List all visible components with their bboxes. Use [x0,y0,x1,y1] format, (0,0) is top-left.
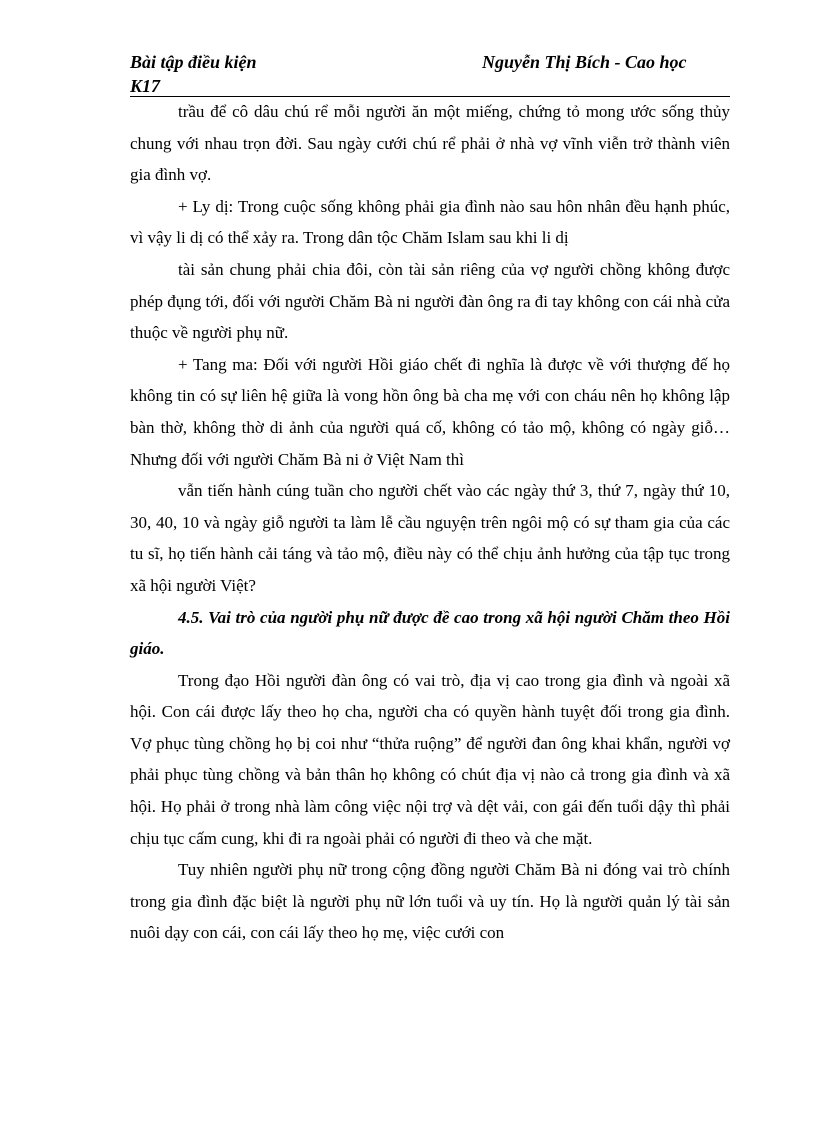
document-body [130,96,730,949]
header-left-line2: K17 [130,76,161,96]
paragraph-funeral: + Tang ma: Đối với người Hồi giáo chết đi nghĩa là được về với thượng đế họ không tin có sự liên hệ giữa là vong hồn ông bà cha mẹ với con cháu nên họ không lập bàn thờ, không thờ di ảnh của người quá cố, không có tảo mộ, không có ngày giỗ…Nhưng đối với người Chăm Bà ni ở Việt Nam thì [130,354,730,469]
paragraph-divorce-continuation: tài sản chung phải chia đôi, còn tài sản riêng của vợ người chồng không được phép đụng tới, đối với người Chăm Bà ni người đàn ông ra đi tay không con cái nhà cửa thuộc về người phụ nữ. [130,259,730,343]
paragraph-wedding-continuation: trầu để cô dâu chú rể mỗi người ăn một miếng, chứng tỏ mong ước sống thủy chung với nhau trọn đời. Sau ngày cưới chú rể phải ở nhà vợ vĩnh viễn trở thành viên gia đình vợ. [130,102,730,185]
paragraph-divorce: + Ly dị: Trong cuộc sống không phải gia đình nào sau hôn nhân đều hạnh phúc, vì vậy li dị có thể xảy ra. Trong dân tộc Chăm Islam sau khi li dị [130,196,730,248]
header-left [130,50,257,98]
paragraph-female-role: Tuy nhiên người phụ nữ trong cộng đồng người Chăm Bà ni đóng vai trò chính trong gia đình đặc biệt là người phụ nữ lớn tuổi và uy tín. Họ là người quản lý tài sản nuôi dạy con cái, con cái lấy theo họ mẹ, việc cưới con [130,860,730,943]
header-right: Nguyễn Thị Bích - Cao học [482,52,687,72]
paragraph-male-role: Trong đạo Hồi người đàn ông có vai trò, địa vị cao trong gia đình và ngoài xã hội. Con cái được lấy theo họ cha, người cha có quyền hành tuyệt đối trong gia đình. Vợ phục tùng chồng họ bị coi như “thửa ruộng” để người đan ông khai khẩn, người vợ phải phục tùng chồng và bản thân họ không có chút địa vị nào cả trong gia đình và xã hội. Họ phải ở trong nhà làm công việc nội trợ và dệt vải, con gái đến tuổi dậy thì phải chịu tục cấm cung, khi đi ra ngoài phải có người đi theo và che mặt. [130,670,730,848]
paragraph-funeral-continuation: vẫn tiến hành cúng tuần cho người chết vào các ngày thứ 3, thứ 7, ngày thứ 10, 30, 40, 10 và ngày giỗ người ta làm lễ cầu nguyện trên ngôi mộ có sự tham gia của các tu sĩ, họ tiến hành cải táng và tảo mộ, điều này có thể chịu ảnh hưởng của tập tục trong xã hội người Việt? [130,481,730,595]
header-left-title: Bài tập điều kiện [130,52,257,72]
section-heading-4-5: 4.5. Vai trò của người phụ nữ được đề cao trong xã hội người Chăm theo Hồi giáo. [130,607,730,659]
